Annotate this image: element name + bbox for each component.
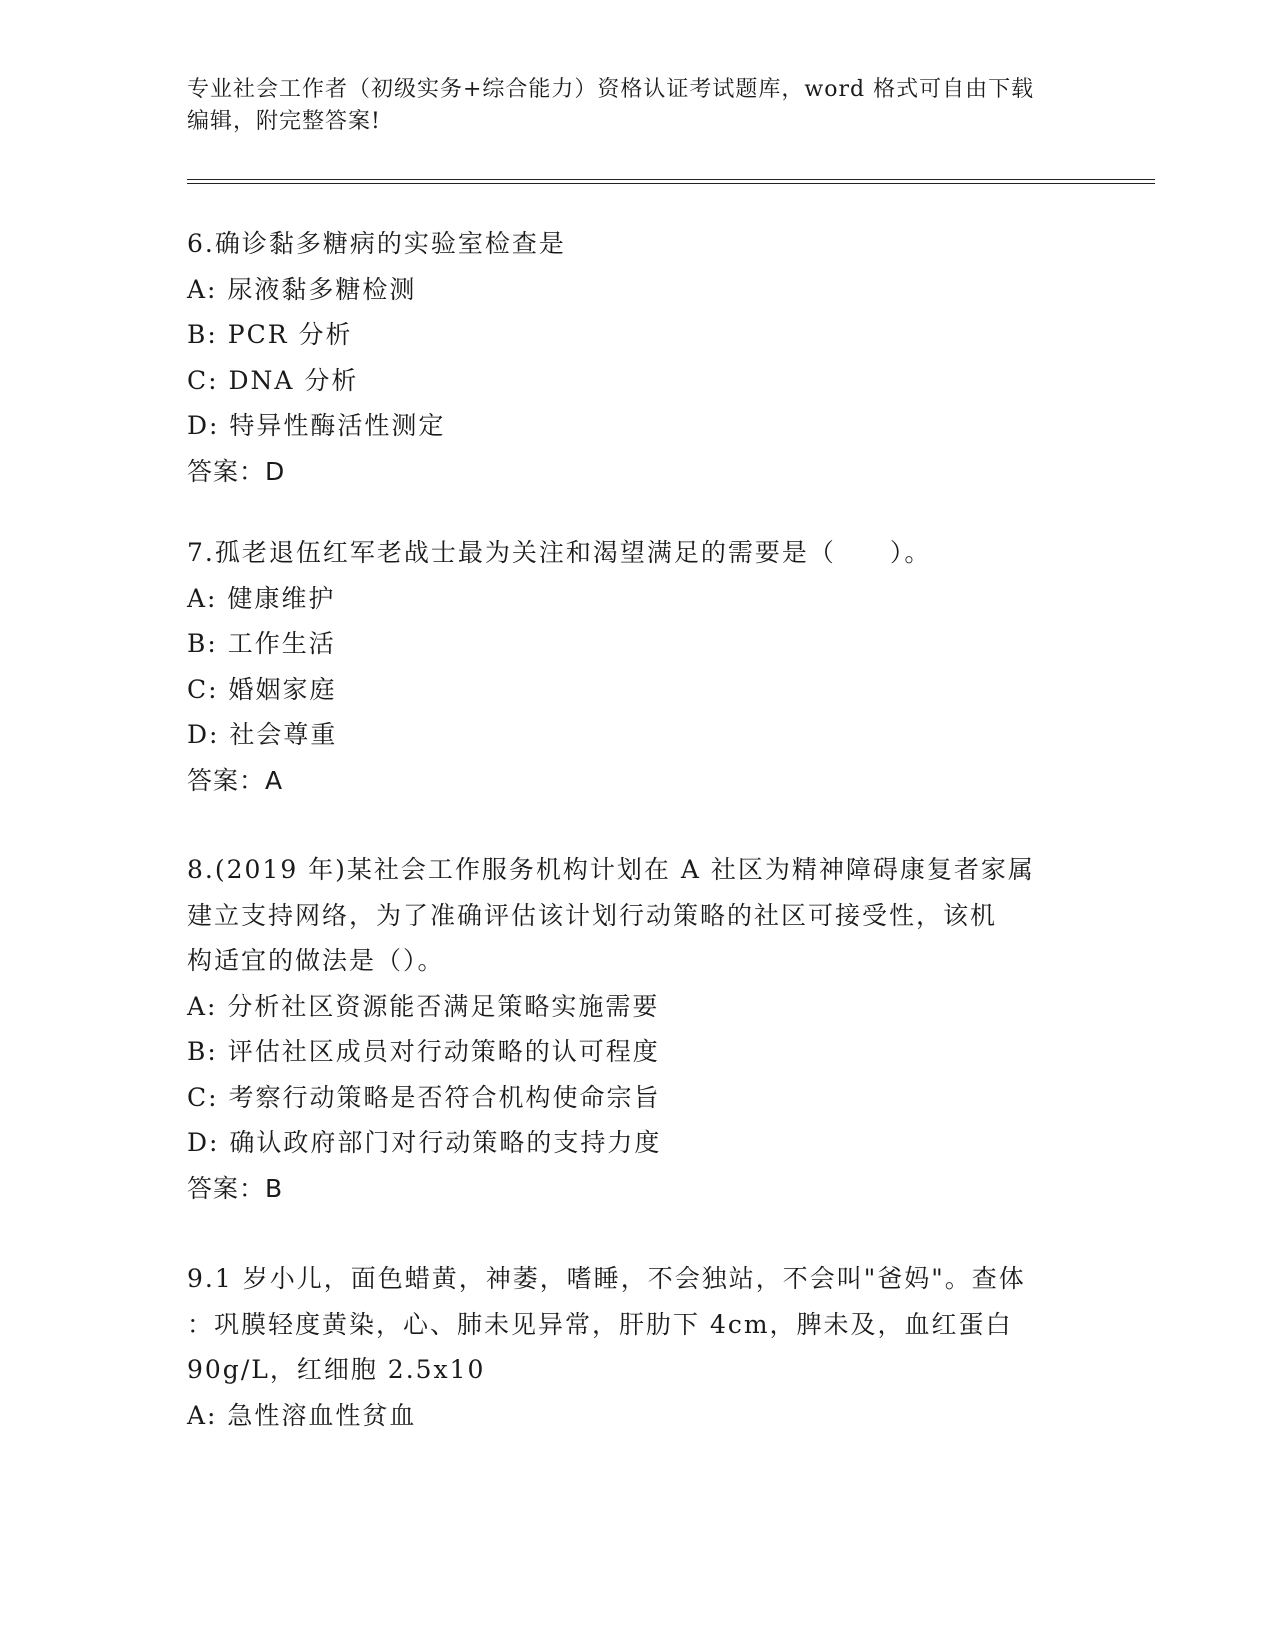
- option-d: D: 社会尊重: [187, 720, 338, 749]
- question-stem-line-2: ：巩膜轻度黄染，心、肺未见异常，肝肋下 4cm，脾未及，血红蛋白: [187, 1309, 1013, 1339]
- question-stem-line-1: 9.1 岁小儿，面色蜡黄，神萎，嗜睡，不会独站，不会叫"爸妈"。查体: [187, 1264, 1026, 1293]
- header-divider-bottom: [187, 183, 1155, 184]
- question-8: [187, 847, 1087, 1211]
- option-a: A: 尿液黏多糖检测: [187, 274, 417, 304]
- header-divider-top: [187, 179, 1155, 180]
- option-b: B: PCR 分析: [187, 320, 353, 349]
- option-d: D: 确认政府部门对行动策略的支持力度: [187, 1128, 662, 1157]
- question-6: [187, 221, 1087, 494]
- question-stem-line-3: 构适宜的做法是（）。: [187, 946, 445, 975]
- option-d: D: 特异性酶活性测定: [187, 411, 446, 440]
- option-c: C: DNA 分析: [187, 365, 359, 395]
- answer-label: 答案：B: [187, 1173, 284, 1203]
- option-c: C: 考察行动策略是否符合机构使命宗旨: [187, 1082, 661, 1112]
- answer-label: 答案：D: [187, 456, 286, 486]
- header-line-1: 专业社会工作者（初级实务+综合能力）资格认证考试题库，word 格式可自由下载: [187, 77, 1035, 102]
- question-9: [187, 1256, 1087, 1438]
- question-stem-line-2: 建立支持网络，为了准确评估该计划行动策略的社区可接受性，该机: [187, 900, 998, 930]
- question-stem-line-3: 90g/L，红细胞 2.5x10: [187, 1355, 486, 1384]
- header-line-2: 编辑，附完整答案!: [187, 109, 381, 134]
- question-7: [187, 530, 1087, 803]
- document-header: [187, 74, 1087, 138]
- question-stem: 7.孤老退伍红军老战士最为关注和渴望满足的需要是（ ）。: [187, 538, 932, 567]
- option-b: B: 评估社区成员对行动策略的认可程度: [187, 1037, 660, 1066]
- option-a: A: 分析社区资源能否满足策略实施需要: [187, 991, 660, 1021]
- option-b: B: 工作生活: [187, 629, 336, 658]
- option-c: C: 婚姻家庭: [187, 674, 337, 704]
- answer-label: 答案：A: [187, 765, 284, 795]
- option-a: A: 急性溶血性贫血: [187, 1400, 417, 1430]
- option-a: A: 健康维护: [187, 583, 336, 613]
- question-stem: 6.确诊黏多糖病的实验室检查是: [187, 229, 566, 258]
- question-stem-line-1: 8.(2019 年)某社会工作服务机构计划在 A 社区为精神障碍康复者家属: [187, 855, 1035, 884]
